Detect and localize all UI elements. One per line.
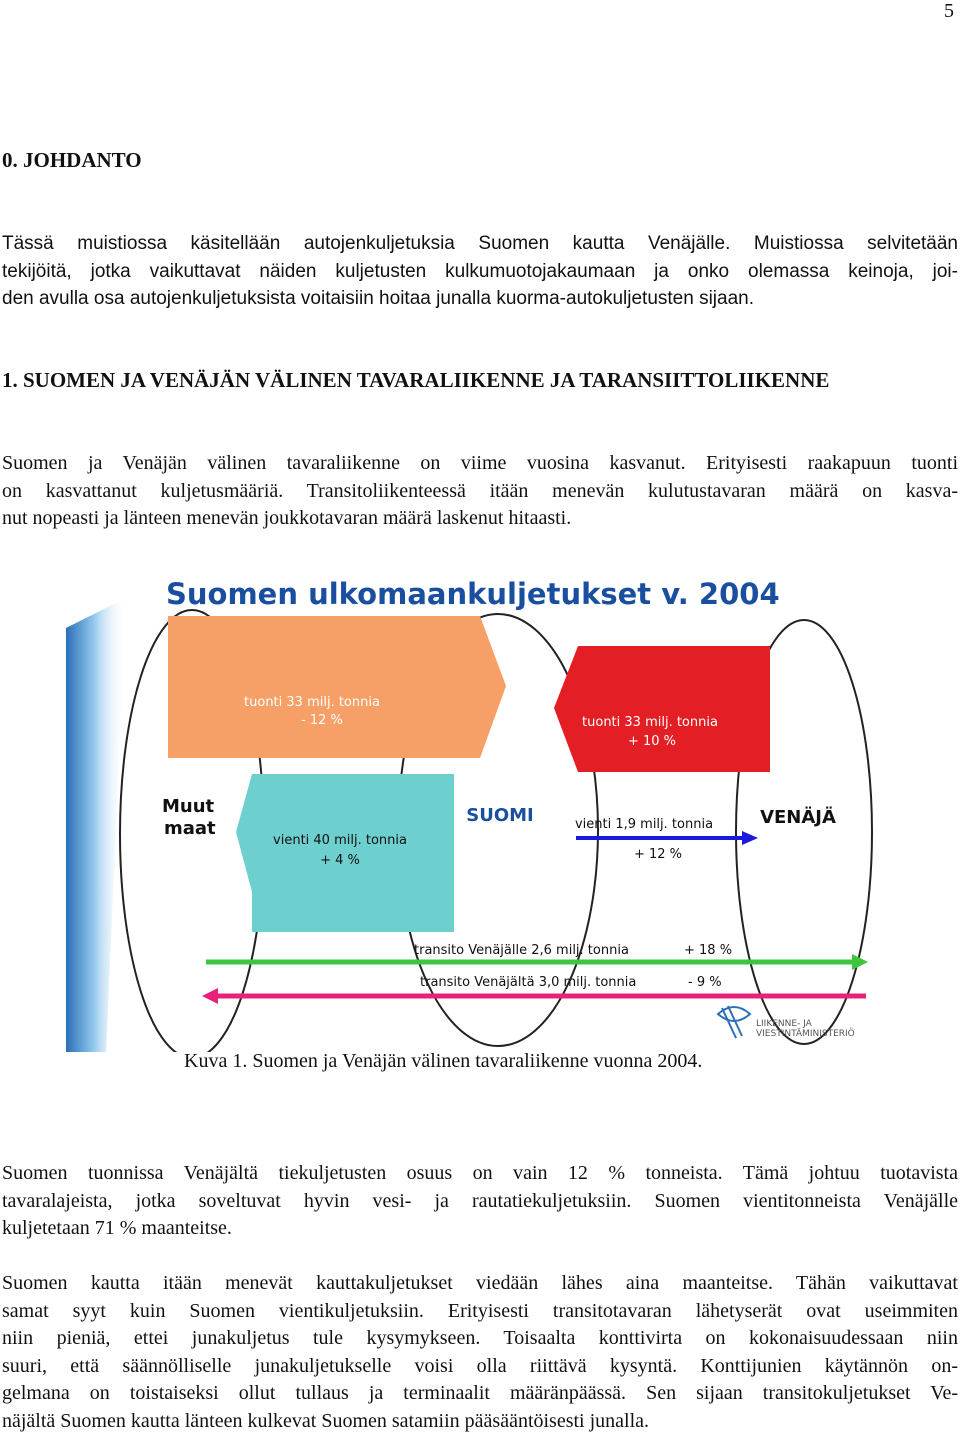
tuonti-venaja-arrow xyxy=(554,646,770,772)
logo-line-1: LIIKENNE- JA xyxy=(756,1019,813,1029)
tuonti-muut-label-2: - 12 % xyxy=(301,713,343,728)
tuonti-venaja-label-2: + 10 % xyxy=(628,734,676,749)
transito-east-label: transito Venäjälle 2,6 milj. tonnia xyxy=(414,943,629,958)
vienti-venaja-label-1: vienti 1,9 milj. tonnia xyxy=(575,817,713,832)
transito-west-arrowhead xyxy=(202,988,218,1004)
suomi-label: SUOMI xyxy=(466,805,534,826)
section1-line: Suomen ja Venäjän välinen tavaraliikenne on viime vuosina kasvanut. Erityisesti raakapuun tuonti xyxy=(2,450,958,478)
section1-paragraph xyxy=(2,450,958,533)
vienti-muut-label-2: + 4 % xyxy=(320,853,360,868)
muut-maat-label-1: Muut xyxy=(162,796,215,817)
section2-line: suuri, että säännölliselle junakuljetukselle voisi olla riittävä kysyntä. Konttijunien käytännön on- xyxy=(2,1353,958,1381)
figure-caption: Kuva 1. Suomen ja Venäjän välinen tavaraliikenne vuonna 2004. xyxy=(184,1050,702,1073)
section2-line: niin pieniä, ettei junakuljetus tule kysymykseen. Toisaalta konttivirta on kokonaisuudessaan niin xyxy=(2,1325,958,1353)
transito-east-change: + 18 % xyxy=(684,943,732,958)
section2-line: samat syyt kuin Suomen vientikuljetuksiin. Erityisesti transitotavaran lähetyserät ovat useimmiten xyxy=(2,1298,958,1326)
vienti-venaja-arrowhead xyxy=(742,831,758,845)
intro-heading: 0. JOHDANTO xyxy=(2,148,142,173)
intro-line: Tässä muistiossa käsitellään autojenkuljetuksia Suomen kautta Venäjälle. Muistiossa selvitetään xyxy=(2,230,958,258)
vienti-venaja-label-2: + 12 % xyxy=(634,847,682,862)
section1-heading: 1. SUOMEN JA VENÄJÄN VÄLINEN TAVARALIIKENNE JA TARANSIITTOLIIKENNE xyxy=(2,368,829,393)
section2-line: kuljetetaan 71 % maanteitse. xyxy=(2,1215,958,1243)
intro-line: tekijöitä, jotka vaikuttavat näiden kuljetusten kulkumuotojakaumaan ja onko olemassa keinoja, joi- xyxy=(2,258,958,286)
section2-line: tavaralajeista, jotka soveltuvat hyvin vesi- ja rautatiekuljetuksiin. Suomen vientitonneista Venäjälle xyxy=(2,1188,958,1216)
transito-west-change: - 9 % xyxy=(688,975,722,990)
intro-line: den avulla osa autojenkuljetuksista voitaisiin hoitaa junalla kuorma-autokuljetusten sijaan. xyxy=(2,285,958,313)
section2-paragraph-1 xyxy=(2,1160,958,1243)
venaja-label: VENÄJÄ xyxy=(760,806,836,828)
logo-line-2: VIESTINTÄMINISTERIÖ xyxy=(756,1028,855,1039)
section2-line: Suomen kautta itään menevät kauttakuljetukset viedään lähes aina maanteitse. Tähän vaikuttavat xyxy=(2,1270,958,1298)
section1-line: nut nopeasti ja länteen menevän joukkotavaran määrä laskenut hitaasti. xyxy=(2,505,958,533)
tuonti-muut-arrow xyxy=(168,616,506,758)
vienti-muut-label-1: vienti 40 milj. tonnia xyxy=(273,833,407,848)
trade-flow-figure xyxy=(66,568,926,1052)
muut-maat-label-2: maat xyxy=(164,818,216,839)
section2-line: Suomen tuonnissa Venäjältä tiekuljetusten osuus on vain 12 % tonneista. Tämä johtuu tuotavista xyxy=(2,1160,958,1188)
page-number: 5 xyxy=(944,0,954,23)
transito-west-label: transito Venäjältä 3,0 milj. tonnia xyxy=(420,975,636,990)
section2-line: gelmana on toistaiseksi ollut tullaus ja terminaalit määränpäässä. Sen sijaan transitokuljetukset Ve- xyxy=(2,1380,958,1408)
section2-paragraph-2 xyxy=(2,1270,958,1435)
tuonti-venaja-label-1: tuonti 33 milj. tonnia xyxy=(582,715,718,730)
section1-line: on kasvattanut kuljetusmääriä. Transitoliikenteessä itään menevän kulutustavaran määrä on kasva- xyxy=(2,478,958,506)
decorative-swoosh xyxy=(66,598,126,1052)
figure-title: Suomen ulkomaankuljetukset v. 2004 xyxy=(166,577,780,611)
intro-paragraph xyxy=(2,230,958,313)
section2-line: näjältä Suomen kautta länteen kulkevat Suomen satamiin pääsääntöisesti junalla. xyxy=(2,1408,958,1435)
tuonti-muut-label-1: tuonti 33 milj. tonnia xyxy=(244,695,380,710)
